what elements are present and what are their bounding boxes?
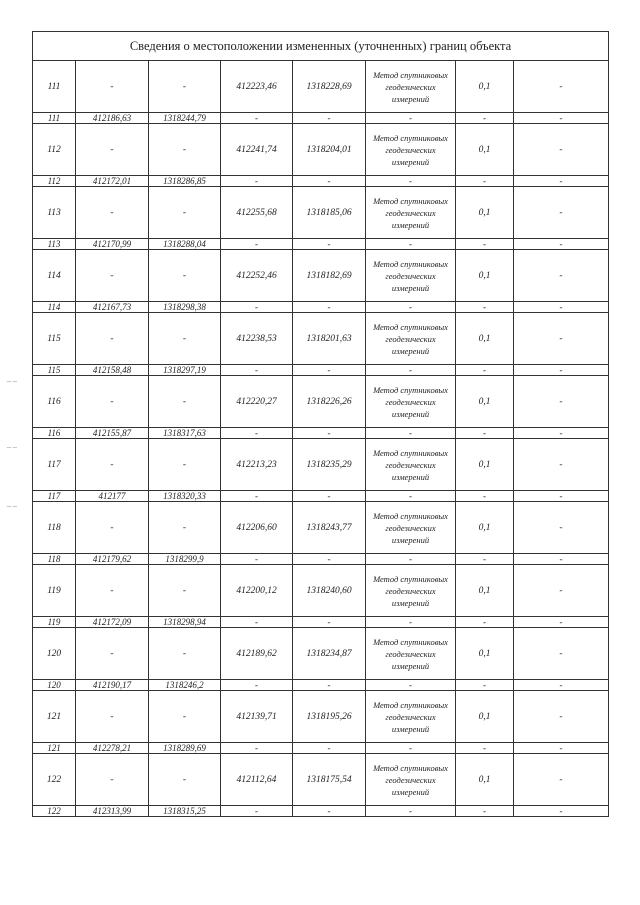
new-y-cell xyxy=(293,428,366,439)
description-cell xyxy=(514,124,609,176)
existing-y-cell: 1318289,69 xyxy=(149,743,221,754)
description-cell xyxy=(514,680,609,691)
new-x-cell: 412112,64 xyxy=(221,754,293,806)
table-row xyxy=(33,428,609,439)
existing-y-cell: 1318320,33 xyxy=(149,491,221,502)
accuracy-cell: 0,1 xyxy=(456,502,514,554)
accuracy-cell xyxy=(456,113,514,124)
description-cell xyxy=(514,250,609,302)
table-row xyxy=(33,617,609,628)
existing-y-cell xyxy=(149,691,221,743)
new-x-cell: 412223,46 xyxy=(221,61,293,113)
existing-y-cell xyxy=(149,754,221,806)
existing-y-cell: 1318298,38 xyxy=(149,302,221,313)
table-row xyxy=(33,187,609,239)
method-cell xyxy=(366,113,456,124)
new-y-cell xyxy=(293,239,366,250)
new-x-cell: 412213,23 xyxy=(221,439,293,491)
description-cell xyxy=(514,502,609,554)
point-number-cell: 120 xyxy=(33,628,76,680)
accuracy-cell xyxy=(456,428,514,439)
accuracy-cell xyxy=(456,365,514,376)
margin-mark: ~~ xyxy=(6,503,18,511)
accuracy-cell xyxy=(456,239,514,250)
new-x-cell xyxy=(221,428,293,439)
point-number-cell: 117 xyxy=(33,439,76,491)
description-cell xyxy=(514,187,609,239)
new-y-cell: 1318240,60 xyxy=(293,565,366,617)
existing-y-cell: 1318288,04 xyxy=(149,239,221,250)
accuracy-cell: 0,1 xyxy=(456,124,514,176)
table-row xyxy=(33,628,609,680)
table-row xyxy=(33,691,609,743)
description-cell xyxy=(514,691,609,743)
existing-y-cell xyxy=(149,124,221,176)
existing-y-cell xyxy=(149,439,221,491)
existing-y-cell: 1318317,63 xyxy=(149,428,221,439)
new-x-cell xyxy=(221,806,293,817)
existing-x-cell xyxy=(76,754,149,806)
accuracy-cell xyxy=(456,176,514,187)
point-number-cell: 117 xyxy=(33,491,76,502)
accuracy-cell xyxy=(456,491,514,502)
accuracy-cell xyxy=(456,302,514,313)
new-y-cell xyxy=(293,491,366,502)
table-row xyxy=(33,439,609,491)
method-cell: Метод спутниковых геодезических измерений xyxy=(366,565,456,617)
new-y-cell xyxy=(293,806,366,817)
existing-y-cell: 1318286,85 xyxy=(149,176,221,187)
table-row xyxy=(33,502,609,554)
point-number-cell: 113 xyxy=(33,187,76,239)
existing-x-cell xyxy=(76,691,149,743)
new-x-cell: 412206,60 xyxy=(221,502,293,554)
table-row xyxy=(33,743,609,754)
method-cell: Метод спутниковых геодезических измерений xyxy=(366,250,456,302)
table-row xyxy=(33,113,609,124)
accuracy-cell xyxy=(456,806,514,817)
method-cell: Метод спутниковых геодезических измерений xyxy=(366,439,456,491)
method-cell: Метод спутниковых геодезических измерений xyxy=(366,628,456,680)
table-row xyxy=(33,239,609,250)
new-x-cell xyxy=(221,176,293,187)
existing-y-cell xyxy=(149,61,221,113)
existing-y-cell: 1318315,25 xyxy=(149,806,221,817)
table-title-row xyxy=(33,32,609,61)
point-number-cell: 115 xyxy=(33,313,76,365)
new-y-cell: 1318228,69 xyxy=(293,61,366,113)
point-number-cell: 116 xyxy=(33,428,76,439)
margin-mark: ~~ xyxy=(6,378,18,386)
accuracy-cell: 0,1 xyxy=(456,754,514,806)
point-number-cell: 112 xyxy=(33,176,76,187)
accuracy-cell xyxy=(456,743,514,754)
existing-y-cell: 1318246,2 xyxy=(149,680,221,691)
existing-x-cell xyxy=(76,439,149,491)
table-row xyxy=(33,806,609,817)
existing-x-cell xyxy=(76,628,149,680)
new-x-cell xyxy=(221,239,293,250)
point-number-cell: 114 xyxy=(33,302,76,313)
existing-y-cell xyxy=(149,187,221,239)
method-cell xyxy=(366,239,456,250)
new-y-cell xyxy=(293,680,366,691)
method-cell xyxy=(366,491,456,502)
point-number-cell: 111 xyxy=(33,61,76,113)
point-number-cell: 119 xyxy=(33,617,76,628)
accuracy-cell: 0,1 xyxy=(456,313,514,365)
description-cell xyxy=(514,617,609,628)
table-row xyxy=(33,365,609,376)
method-cell: Метод спутниковых геодезических измерений xyxy=(366,124,456,176)
existing-x-cell xyxy=(76,502,149,554)
method-cell xyxy=(366,680,456,691)
point-number-cell: 120 xyxy=(33,680,76,691)
point-number-cell: 118 xyxy=(33,502,76,554)
existing-x-cell xyxy=(76,187,149,239)
method-cell: Метод спутниковых геодезических измерений xyxy=(366,187,456,239)
existing-x-cell: 412313,99 xyxy=(76,806,149,817)
new-x-cell: 412241,74 xyxy=(221,124,293,176)
new-x-cell xyxy=(221,617,293,628)
existing-x-cell: 412172,09 xyxy=(76,617,149,628)
point-number-cell: 115 xyxy=(33,365,76,376)
existing-x-cell: 412190,17 xyxy=(76,680,149,691)
point-number-cell: 114 xyxy=(33,250,76,302)
point-number-cell: 112 xyxy=(33,124,76,176)
existing-x-cell: 412167,73 xyxy=(76,302,149,313)
accuracy-cell: 0,1 xyxy=(456,628,514,680)
existing-y-cell: 1318297,19 xyxy=(149,365,221,376)
description-cell xyxy=(514,313,609,365)
description-cell xyxy=(514,376,609,428)
new-y-cell: 1318185,06 xyxy=(293,187,366,239)
accuracy-cell xyxy=(456,554,514,565)
existing-x-cell: 412186,63 xyxy=(76,113,149,124)
new-y-cell: 1318204,01 xyxy=(293,124,366,176)
table-row xyxy=(33,680,609,691)
point-number-cell: 118 xyxy=(33,554,76,565)
existing-x-cell: 412170,99 xyxy=(76,239,149,250)
existing-x-cell xyxy=(76,313,149,365)
method-cell: Метод спутниковых геодезических измерений xyxy=(366,691,456,743)
accuracy-cell xyxy=(456,680,514,691)
existing-y-cell xyxy=(149,502,221,554)
table-row xyxy=(33,302,609,313)
accuracy-cell: 0,1 xyxy=(456,61,514,113)
new-y-cell xyxy=(293,554,366,565)
accuracy-cell: 0,1 xyxy=(456,691,514,743)
new-y-cell xyxy=(293,365,366,376)
description-cell xyxy=(514,302,609,313)
description-cell xyxy=(514,491,609,502)
method-cell: Метод спутниковых геодезических измерений xyxy=(366,502,456,554)
description-cell xyxy=(514,428,609,439)
method-cell xyxy=(366,428,456,439)
description-cell xyxy=(514,743,609,754)
existing-x-cell: 412177 xyxy=(76,491,149,502)
method-cell: Метод спутниковых геодезических измерений xyxy=(366,313,456,365)
method-cell xyxy=(366,365,456,376)
new-y-cell: 1318182,69 xyxy=(293,250,366,302)
point-number-cell: 121 xyxy=(33,691,76,743)
point-number-cell: 122 xyxy=(33,754,76,806)
existing-y-cell xyxy=(149,376,221,428)
new-x-cell: 412255,68 xyxy=(221,187,293,239)
new-y-cell xyxy=(293,617,366,628)
point-number-cell: 113 xyxy=(33,239,76,250)
accuracy-cell: 0,1 xyxy=(456,439,514,491)
description-cell xyxy=(514,565,609,617)
table-row xyxy=(33,565,609,617)
description-cell xyxy=(514,176,609,187)
method-cell xyxy=(366,743,456,754)
table-row xyxy=(33,754,609,806)
new-x-cell xyxy=(221,113,293,124)
description-cell xyxy=(514,554,609,565)
point-number-cell: 121 xyxy=(33,743,76,754)
description-cell xyxy=(514,365,609,376)
description-cell xyxy=(514,439,609,491)
new-y-cell: 1318226,26 xyxy=(293,376,366,428)
method-cell xyxy=(366,302,456,313)
existing-x-cell xyxy=(76,124,149,176)
existing-x-cell: 412179,62 xyxy=(76,554,149,565)
method-cell: Метод спутниковых геодезических измерений xyxy=(366,61,456,113)
existing-x-cell: 412172,01 xyxy=(76,176,149,187)
method-cell: Метод спутниковых геодезических измерений xyxy=(366,754,456,806)
new-x-cell xyxy=(221,365,293,376)
point-number-cell: 122 xyxy=(33,806,76,817)
table-row xyxy=(33,250,609,302)
new-x-cell: 412200,12 xyxy=(221,565,293,617)
method-cell: Метод спутниковых геодезических измерений xyxy=(366,376,456,428)
new-y-cell: 1318201,63 xyxy=(293,313,366,365)
description-cell xyxy=(514,628,609,680)
table-row xyxy=(33,61,609,113)
table-title: Сведения о местоположении измененных (уточненных) границ объекта xyxy=(33,32,609,61)
new-y-cell: 1318195,26 xyxy=(293,691,366,743)
table-row xyxy=(33,376,609,428)
existing-y-cell: 1318299,9 xyxy=(149,554,221,565)
new-x-cell xyxy=(221,554,293,565)
existing-y-cell xyxy=(149,313,221,365)
new-x-cell xyxy=(221,491,293,502)
description-cell xyxy=(514,806,609,817)
existing-y-cell: 1318244,79 xyxy=(149,113,221,124)
description-cell xyxy=(514,239,609,250)
method-cell xyxy=(366,617,456,628)
accuracy-cell: 0,1 xyxy=(456,565,514,617)
existing-y-cell xyxy=(149,628,221,680)
new-y-cell xyxy=(293,113,366,124)
new-y-cell xyxy=(293,743,366,754)
new-x-cell: 412189,62 xyxy=(221,628,293,680)
table-row xyxy=(33,554,609,565)
new-x-cell xyxy=(221,743,293,754)
new-y-cell: 1318234,87 xyxy=(293,628,366,680)
existing-x-cell xyxy=(76,376,149,428)
point-number-cell: 116 xyxy=(33,376,76,428)
accuracy-cell: 0,1 xyxy=(456,376,514,428)
new-x-cell: 412238,53 xyxy=(221,313,293,365)
existing-x-cell: 412155,87 xyxy=(76,428,149,439)
table-row xyxy=(33,124,609,176)
existing-x-cell xyxy=(76,250,149,302)
new-y-cell: 1318243,77 xyxy=(293,502,366,554)
existing-x-cell: 412278,21 xyxy=(76,743,149,754)
table-row xyxy=(33,491,609,502)
new-x-cell: 412252,46 xyxy=(221,250,293,302)
new-x-cell: 412139,71 xyxy=(221,691,293,743)
existing-y-cell xyxy=(149,250,221,302)
table-row xyxy=(33,313,609,365)
table-row xyxy=(33,176,609,187)
point-number-cell: 119 xyxy=(33,565,76,617)
method-cell xyxy=(366,806,456,817)
method-cell xyxy=(366,176,456,187)
accuracy-cell: 0,1 xyxy=(456,250,514,302)
existing-x-cell xyxy=(76,565,149,617)
boundary-points-table xyxy=(32,31,609,817)
method-cell xyxy=(366,554,456,565)
new-y-cell xyxy=(293,302,366,313)
existing-x-cell: 412158,48 xyxy=(76,365,149,376)
description-cell xyxy=(514,754,609,806)
accuracy-cell: 0,1 xyxy=(456,187,514,239)
new-y-cell: 1318235,29 xyxy=(293,439,366,491)
new-x-cell xyxy=(221,680,293,691)
point-number-cell: 111 xyxy=(33,113,76,124)
existing-y-cell xyxy=(149,565,221,617)
existing-x-cell xyxy=(76,61,149,113)
accuracy-cell xyxy=(456,617,514,628)
new-y-cell xyxy=(293,176,366,187)
existing-y-cell: 1318298,94 xyxy=(149,617,221,628)
new-y-cell: 1318175,54 xyxy=(293,754,366,806)
new-x-cell: 412220,27 xyxy=(221,376,293,428)
description-cell xyxy=(514,61,609,113)
margin-mark: ~~ xyxy=(6,444,18,452)
new-x-cell xyxy=(221,302,293,313)
description-cell xyxy=(514,113,609,124)
